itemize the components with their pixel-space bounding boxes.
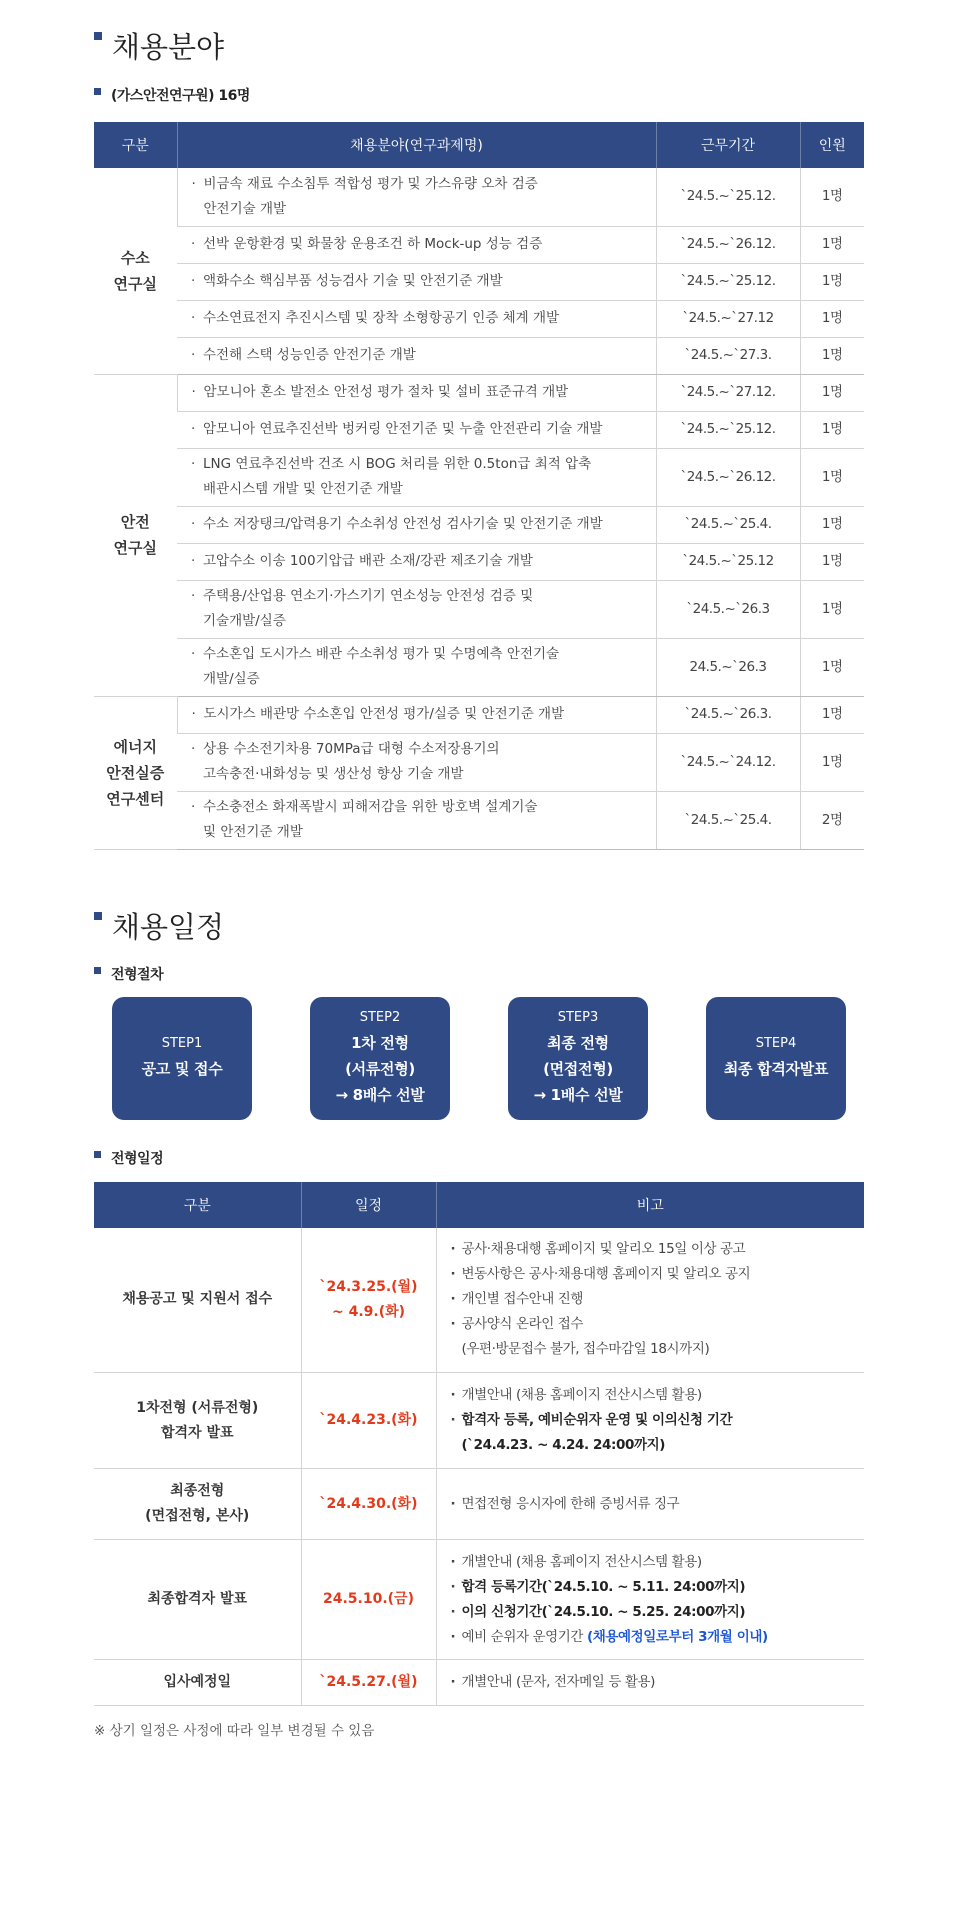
- remark-text: 개별안내 (채용 홈페이지 전산시스템 활용): [461, 1387, 702, 1403]
- group-name-line: 연구실: [113, 539, 157, 557]
- bullet-icon: ·: [191, 273, 196, 289]
- count-cell: 1명: [800, 411, 864, 448]
- task-text: [203, 512, 643, 537]
- step-label: (면접전형): [543, 1060, 613, 1078]
- table-row: [94, 791, 864, 849]
- bullet-icon: ·: [191, 456, 196, 472]
- table-row: [94, 374, 864, 411]
- step-label: (서류전형): [345, 1060, 415, 1078]
- col-header-field: 채용분야(연구과제명): [177, 122, 656, 168]
- step-number: STEP4: [755, 1036, 797, 1051]
- period-cell: `24.5.~`24.12.: [656, 733, 800, 791]
- remark-line: [451, 1600, 855, 1625]
- schedule-label-cell: [94, 1540, 301, 1660]
- remark-text: (`24.4.23. ~ 4.24. 24:00까지): [461, 1437, 666, 1453]
- task-line: 도시가스 배관망 수소혼입 안전성 평가/실증 및 안전기준 개발: [203, 706, 565, 722]
- schedule-date-line: 24.5.10.(금): [323, 1591, 414, 1607]
- bullet-icon: ·: [191, 553, 196, 569]
- task-line: 암모니아 혼소 발전소 안전성 평가 절차 및 설비 표준규격 개발: [203, 384, 569, 400]
- table-row: [94, 300, 864, 337]
- task-line: 기술개발/실증: [203, 613, 286, 629]
- table-row: [94, 1228, 864, 1373]
- remark-text: 공사·채용대행 홈페이지 및 알리오 15일 이상 공고: [461, 1241, 746, 1258]
- page-content: [94, 0, 864, 1741]
- table-row: [94, 337, 864, 374]
- task-cell: [177, 263, 656, 300]
- remark-line: [451, 1237, 855, 1262]
- schedule-date-line: `24.4.30.(화): [319, 1495, 418, 1512]
- schedule-date-cell: [301, 1660, 436, 1706]
- task-cell: [177, 337, 656, 374]
- task-line: 주택용/산업용 연소기·가스기기 연소성능 안전성 검증 및: [203, 588, 534, 604]
- schedule-label-line: 채용공고 및 지원서 접수: [122, 1291, 273, 1308]
- remark-line: [451, 1492, 855, 1517]
- task-line: 액화수소 핵심부품 성능검사 기술 및 안전기준 개발: [203, 273, 503, 289]
- table-row: [94, 580, 864, 638]
- task-text: [203, 737, 643, 787]
- remark-text: 합격 등록기간(`24.5.10. ~ 5.11. 24:00까지): [461, 1578, 746, 1595]
- task-cell: [177, 733, 656, 791]
- procedure-steps: [94, 997, 864, 1121]
- count-cell: 1명: [800, 506, 864, 543]
- remark-line: [451, 1287, 855, 1312]
- schedule-label-line: 1차전형 (서류전형): [136, 1399, 259, 1416]
- schedule-label-cell: [94, 1228, 301, 1373]
- task-line: 개발/실증: [203, 671, 260, 687]
- count-cell: 1명: [800, 580, 864, 638]
- task-line: 수소 저장탱크/압력용기 수소취성 안전성 검사기술 및 안전기준 개발: [203, 516, 603, 532]
- schedule-date-cell: [301, 1373, 436, 1469]
- bullet-icon: ·: [191, 646, 196, 662]
- remark-line: [451, 1550, 855, 1575]
- footnote: ※ 상기 일정은 사정에 따라 일부 변경될 수 있음: [94, 1723, 375, 1739]
- period-cell: 24.5.~`26.3: [656, 638, 800, 696]
- recruitment-fields-table: [94, 122, 864, 850]
- table-row: [94, 226, 864, 263]
- remark-text: 예비 순위자 운영기간: [461, 1628, 587, 1645]
- table-row: [94, 638, 864, 696]
- col-header-period: 근무기간: [656, 122, 800, 168]
- schedule-label-line: (면접전형, 본사): [145, 1508, 250, 1524]
- count-cell: 1명: [800, 263, 864, 300]
- task-text: [203, 306, 643, 331]
- task-line: 안전기술 개발: [203, 200, 287, 217]
- schedule-remarks-cell: [436, 1469, 864, 1540]
- schedule-label-line: 최종합격자 발표: [147, 1591, 248, 1607]
- task-text: [204, 172, 644, 222]
- remark-text: (우편·방문접수 불가, 접수마감일 18시까지): [461, 1341, 710, 1358]
- schedule-label-line: 입사예정일: [163, 1674, 232, 1690]
- step-label: 공고 및 접수: [141, 1060, 223, 1078]
- task-line: 선박 운항환경 및 화물창 운용조건 하 Mock-up 성능 검증: [203, 236, 543, 252]
- col-header-count: 인원: [800, 122, 864, 168]
- table-row: [94, 696, 864, 733]
- bullet-icon: ·: [191, 175, 196, 192]
- schedule-date-line: ~ 4.9.(화): [331, 1303, 406, 1320]
- period-cell: `24.5.~`25.4.: [656, 791, 800, 849]
- task-text: [204, 702, 644, 727]
- count-cell: 1명: [800, 168, 864, 226]
- period-cell: `24.5.~`27.12: [656, 300, 800, 337]
- step-number: STEP3: [557, 1010, 599, 1025]
- step-card-3: [508, 997, 648, 1120]
- remark-line: [451, 1312, 855, 1337]
- table-row: [94, 543, 864, 580]
- period-cell: `24.5.~`26.12.: [656, 226, 800, 263]
- period-cell: `24.5.~`25.4.: [656, 506, 800, 543]
- period-cell: `24.5.~`27.3.: [656, 337, 800, 374]
- schedule-date-cell: [301, 1228, 436, 1373]
- schedule-remarks-cell: [436, 1540, 864, 1660]
- bullet-icon: ·: [191, 706, 196, 722]
- bullet-icon: ·: [191, 588, 196, 604]
- subtitle-procedure: 전형절차: [94, 965, 864, 985]
- period-cell: `24.5.~`25.12.: [656, 411, 800, 448]
- count-cell: 1명: [800, 543, 864, 580]
- remark-line: [451, 1670, 855, 1695]
- count-cell: 1명: [800, 374, 864, 411]
- remark-line: [451, 1625, 855, 1650]
- period-cell: `24.5.~`26.3.: [656, 696, 800, 733]
- table-row: [94, 733, 864, 791]
- group-cell: [94, 374, 177, 696]
- period-cell: `24.5.~`25.12.: [656, 168, 800, 226]
- task-cell: [177, 696, 656, 733]
- table-row: [94, 1373, 864, 1469]
- schedule-remarks-cell: [436, 1373, 864, 1469]
- task-cell: [177, 168, 656, 226]
- table-row: [94, 1469, 864, 1540]
- task-line: LNG 연료추진선박 건조 시 BOG 처리를 위한 0.5ton급 최적 압축: [203, 456, 592, 472]
- table-row: [94, 1660, 864, 1706]
- col-header-remarks: 비고: [436, 1182, 864, 1228]
- task-line: 및 안전기준 개발: [203, 824, 303, 840]
- task-line: 고속충전·내화성능 및 생산성 향상 기술 개발: [203, 766, 464, 782]
- table-row: [94, 506, 864, 543]
- group-name-line: 안전실증: [106, 763, 165, 782]
- step-label: → 8배수 선발: [335, 1086, 425, 1104]
- count-cell: 1명: [800, 448, 864, 506]
- task-cell: [177, 638, 656, 696]
- schedule-remarks-cell: [436, 1660, 864, 1706]
- group-cell: [94, 168, 177, 374]
- task-text: [204, 380, 644, 405]
- bullet-icon: ·: [191, 347, 196, 363]
- remark-text: 개별안내 (문자, 전자메일 등 활용): [461, 1674, 656, 1690]
- remark-text: 합격자 등록, 예비순위자 운영 및 이의신청 기간: [461, 1412, 733, 1428]
- count-cell: 1명: [800, 226, 864, 263]
- remark-text: 면접전형 응시자에 한해 증빙서류 징구: [461, 1495, 680, 1512]
- period-cell: `24.5.~`26.12.: [656, 448, 800, 506]
- task-text: [203, 232, 643, 257]
- remark-text: 이의 신청기간(`24.5.10. ~ 5.25. 24:00까지): [461, 1603, 746, 1620]
- task-cell: [177, 580, 656, 638]
- schedule-label-cell: [94, 1373, 301, 1469]
- count-cell: 1명: [800, 300, 864, 337]
- table-row: [94, 448, 864, 506]
- task-line: 암모니아 연료추진선박 벙커링 안전기준 및 누출 안전관리 기술 개발: [203, 421, 603, 437]
- schedule-table: [94, 1182, 864, 1707]
- bullet-icon: ·: [191, 516, 196, 532]
- table-row: [94, 1540, 864, 1660]
- count-cell: 1명: [800, 638, 864, 696]
- task-line: 수전해 스택 성능인증 안전기준 개발: [203, 347, 416, 363]
- group-cell: [94, 696, 177, 849]
- col-header-category: 구분: [94, 1182, 301, 1228]
- task-line: 고압수소 이송 100기압급 배관 소재/강관 제조기술 개발: [203, 553, 533, 569]
- table-row: [94, 168, 864, 226]
- task-cell: [177, 506, 656, 543]
- count-cell: 1명: [800, 733, 864, 791]
- remark-line: [451, 1408, 855, 1433]
- schedule-body: [94, 1228, 864, 1706]
- remark-line: [451, 1337, 855, 1362]
- remark-text: 개인별 접수안내 진행: [461, 1291, 584, 1308]
- schedule-date-line: `24.3.25.(월): [319, 1278, 418, 1295]
- group-name-line: 안전: [120, 513, 150, 531]
- group-name-line: 에너지: [113, 737, 157, 756]
- schedule-date-cell: [301, 1469, 436, 1540]
- schedule-date-cell: [301, 1540, 436, 1660]
- table-header-row: [94, 1182, 864, 1228]
- bullet-icon: ·: [191, 236, 196, 252]
- table-row: [94, 263, 864, 300]
- step-label: → 1배수 선발: [533, 1086, 623, 1104]
- task-line: 수소연료전지 추진시스템 및 장착 소형항공기 인증 체계 개발: [203, 310, 560, 326]
- period-cell: `24.5.~`27.12.: [656, 374, 800, 411]
- bullet-icon: ·: [191, 741, 196, 757]
- task-cell: [177, 543, 656, 580]
- col-header-date: 일정: [301, 1182, 436, 1228]
- schedule-label-cell: [94, 1469, 301, 1540]
- subtitle-institute: (가스안전연구원) 16명: [94, 86, 864, 106]
- period-cell: `24.5.~`26.3: [656, 580, 800, 638]
- count-cell: 1명: [800, 337, 864, 374]
- task-text: [203, 417, 643, 442]
- task-line: 상용 수소전기차용 70MPa급 대형 수소저장용기의: [203, 741, 500, 757]
- step-label: 1차 전형: [351, 1034, 409, 1052]
- schedule-remarks-cell: [436, 1228, 864, 1373]
- count-cell: 1명: [800, 696, 864, 733]
- task-cell: [177, 374, 656, 411]
- bullet-icon: ·: [191, 310, 196, 326]
- remark-line: [451, 1575, 855, 1600]
- step-card-1: [112, 997, 252, 1120]
- task-cell: [177, 448, 656, 506]
- task-line: 배관시스템 개발 및 안전기준 개발: [203, 481, 403, 497]
- step-label: 최종 전형: [547, 1034, 609, 1052]
- task-text: [203, 642, 643, 692]
- step-number: STEP2: [359, 1010, 401, 1025]
- table-row: [94, 411, 864, 448]
- recruitment-fields-body: [94, 168, 864, 849]
- task-text: [203, 269, 643, 294]
- task-cell: [177, 411, 656, 448]
- period-cell: `24.5.~`25.12.: [656, 263, 800, 300]
- remark-line: [451, 1433, 855, 1458]
- schedule-date-line: `24.5.27.(월): [319, 1674, 418, 1690]
- task-line: 수소충전소 화재폭발시 피해저감을 위한 방호벽 설계기술: [203, 799, 538, 815]
- subtitle-schedule: 전형일정: [94, 1149, 864, 1169]
- schedule-label-line: 합격자 발표: [161, 1424, 234, 1441]
- schedule-date-line: `24.4.23.(화): [319, 1412, 418, 1428]
- schedule-label-cell: [94, 1660, 301, 1706]
- bullet-icon: ·: [191, 799, 196, 815]
- schedule-label-line: 최종전형: [170, 1483, 225, 1499]
- remark-line: [451, 1383, 855, 1408]
- step-card-2: [310, 997, 450, 1120]
- count-cell: 2명: [800, 791, 864, 849]
- task-line: 수소혼입 도시가스 배관 수소취성 평가 및 수명예측 안전기술: [203, 646, 560, 662]
- group-name-line: 연구센터: [106, 789, 165, 808]
- remark-text: 공사양식 온라인 접수: [461, 1316, 584, 1333]
- task-cell: [177, 300, 656, 337]
- group-name-line: 수소: [120, 248, 150, 267]
- task-text: [203, 452, 643, 502]
- section-title-recruitment-fields: 채용분야: [94, 24, 864, 70]
- task-text: [203, 584, 643, 634]
- step-card-4: [706, 997, 846, 1120]
- task-text: [203, 549, 643, 574]
- table-header-row: [94, 122, 864, 168]
- step-label: 최종 합격자발표: [723, 1060, 829, 1078]
- section-title-schedule: 채용일정: [94, 904, 864, 950]
- task-text: [203, 795, 643, 845]
- period-cell: `24.5.~`25.12: [656, 543, 800, 580]
- group-name-line: 연구실: [113, 274, 157, 293]
- remark-text: 변동사항은 공사·채용대행 홈페이지 및 알리오 공지: [461, 1266, 751, 1283]
- task-text: [203, 343, 643, 368]
- task-cell: [177, 791, 656, 849]
- step-number: STEP1: [161, 1036, 203, 1051]
- remark-line: [451, 1262, 855, 1287]
- bullet-icon: ·: [191, 421, 196, 437]
- col-header-category: 구분: [94, 122, 177, 168]
- bullet-icon: ·: [191, 384, 196, 400]
- remark-text: 개별안내 (채용 홈페이지 전산시스템 활용): [461, 1553, 702, 1570]
- remark-highlight: (채용예정일로부터 3개월 이내): [586, 1628, 768, 1645]
- task-line: 비금속 재료 수소침투 적합성 평가 및 가스유량 오차 검증: [203, 175, 538, 192]
- task-cell: [177, 226, 656, 263]
